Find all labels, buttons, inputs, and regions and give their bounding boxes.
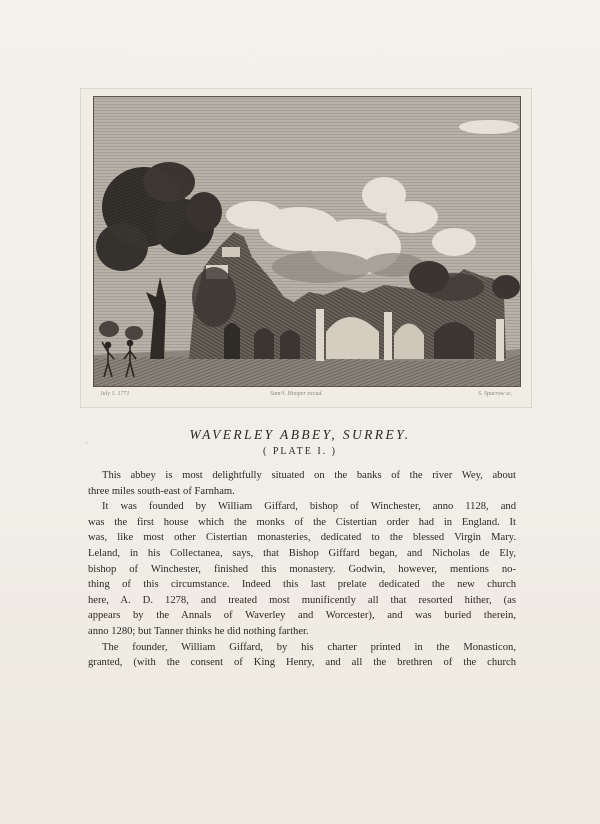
page-title: WAVERLEY ABBEY, SURREY.: [189, 427, 411, 442]
text-line: appears by the Annals of Waverley and Worcester), and was buried therein,: [88, 610, 516, 622]
body-text: [88, 468, 516, 671]
text-line: anno 1280; but Tanner thinks he did nothing farther.: [88, 625, 309, 637]
text-line: It was founded by William Giffard, bishop of Winchester, anno 1128, and: [102, 501, 516, 513]
text-line: granted, (with the consent of King Henry, and all the brethren of the church: [88, 657, 516, 669]
text-line: This abbey is most delightfully situated on the banks of the river Wey, about: [102, 470, 516, 481]
text-line: thing of this circumstance. Indeed this last prelate dedicated the new church: [88, 579, 516, 591]
engraving-waverley-abbey: [93, 96, 521, 387]
text-line: The founder, William Giffard, by his charter printed in the Monasticon,: [102, 641, 516, 653]
imprint-date: July 1. 1771: [100, 391, 130, 397]
plate-number: ( PLATE I. ): [263, 446, 337, 457]
text-line: was the first house which the monks of the Cistertian order had in England. It: [88, 516, 516, 528]
text-line: three miles south-east of Farnham.: [88, 485, 235, 497]
engraving-illustration: [94, 97, 520, 386]
paragraph-1: [88, 468, 516, 499]
paragraph-2: [88, 499, 516, 639]
text-line: here, A. D. 1278, and treated most munificently all that resorted hither, (as: [88, 594, 516, 606]
paragraph-3: [88, 640, 516, 671]
text-line: bishop of Winchester, finished this monastery. Godwin, however, mentions no-: [88, 563, 516, 575]
text-line: Leland, in his Collectanea, says, that Bishop Giffard began, and Nicholas de Ely,: [88, 547, 516, 559]
imprint-publisher: Sam^l. Hooper excud.: [270, 391, 323, 397]
stray-mark: ': [86, 441, 88, 449]
imprint-engraver: S. Sparrow sc.: [478, 391, 513, 397]
text-line: was, like most other Cistertian monasteries, dedicated to the blessed Virgin Mary.: [88, 532, 516, 544]
